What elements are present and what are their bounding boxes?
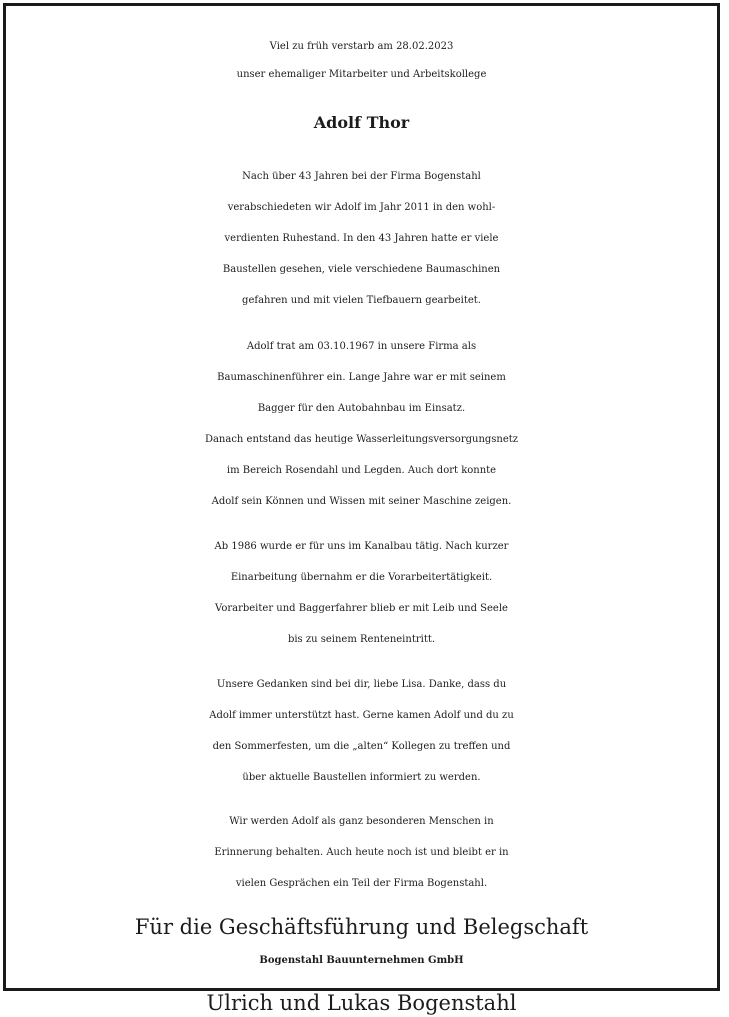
company-name: Bogenstahl Bauunternehmen GmbH [259, 955, 464, 966]
text-line: gefahren und mit vielen Tiefbauern gearbeitet. [242, 295, 481, 306]
text-line: Adolf sein Können und Wissen mit seiner Maschine zeigen. [211, 496, 512, 507]
intro-line: Viel zu früh verstarb am 28.02.2023 [269, 41, 454, 52]
text-line: den Sommerfesten, um die „alten“ Kollegen zu treffen und [212, 741, 511, 752]
signers: Ulrich und Lukas Bogenstahl [206, 991, 517, 1015]
paragraph-career-summary [6, 161, 717, 316]
paragraph-kanalbau [6, 531, 717, 655]
text-line: bis zu seinem Renteneintritt. [287, 634, 436, 645]
text-line: Adolf trat am 03.10.1967 in unsere Firma als [246, 341, 477, 352]
text-line: Erinnerung behalten. Auch heute noch ist und bleibt er in [214, 847, 509, 858]
deceased-name: Adolf Thor [313, 113, 410, 132]
intro-text [6, 33, 717, 89]
text-line: Einarbeitung übernahm er die Vorarbeitertätigkeit. [230, 572, 493, 583]
text-line: Danach entstand das heutige Wasserleitungsversorgungsnetz [204, 434, 519, 445]
text-line: Adolf immer unterstützt hast. Gerne kamen Adolf und du zu [209, 710, 514, 721]
text-line: Vorarbeiter und Baggerfahrer blieb er mit Leib und Seele [215, 603, 508, 614]
obituary-notice [3, 3, 720, 1015]
text-line: im Bereich Rosendahl und Legden. Auch dort konnte [226, 465, 497, 476]
text-line: Unsere Gedanken sind bei dir, liebe Lisa. Danke, dass du [216, 679, 507, 690]
text-line: verdienten Ruhestand. In den 43 Jahren hatte er viele [224, 233, 499, 244]
text-line: Nach über 43 Jahren bei der Firma Bogenstahl [242, 171, 481, 182]
paragraph-early-years [6, 331, 717, 517]
paragraph-thoughts [6, 669, 717, 793]
text-line: Baumaschinenführer ein. Lange Jahre war er mit seinem [217, 372, 506, 383]
text-line: vielen Gesprächen ein Teil der Firma Bogenstahl. [235, 878, 488, 889]
text-line: Bagger für den Autobahnbau im Einsatz. [257, 403, 466, 414]
paragraph-remembrance [6, 806, 717, 899]
text-line: Baustellen gesehen, viele verschiedene Baumaschinen [222, 264, 501, 275]
text-line: Wir werden Adolf als ganz besonderen Menschen in [229, 816, 494, 827]
intro-line: unser ehemaliger Mitarbeiter und Arbeitskollege [236, 69, 487, 80]
signature-preface: Für die Geschäftsführung und Belegschaft [134, 915, 589, 939]
text-line: Ab 1986 wurde er für uns im Kanalbau tätig. Nach kurzer [214, 541, 509, 552]
text-line: verabschiedeten wir Adolf im Jahr 2011 in den wohl- [227, 202, 496, 213]
text-line: über aktuelle Baustellen informiert zu werden. [242, 772, 481, 783]
